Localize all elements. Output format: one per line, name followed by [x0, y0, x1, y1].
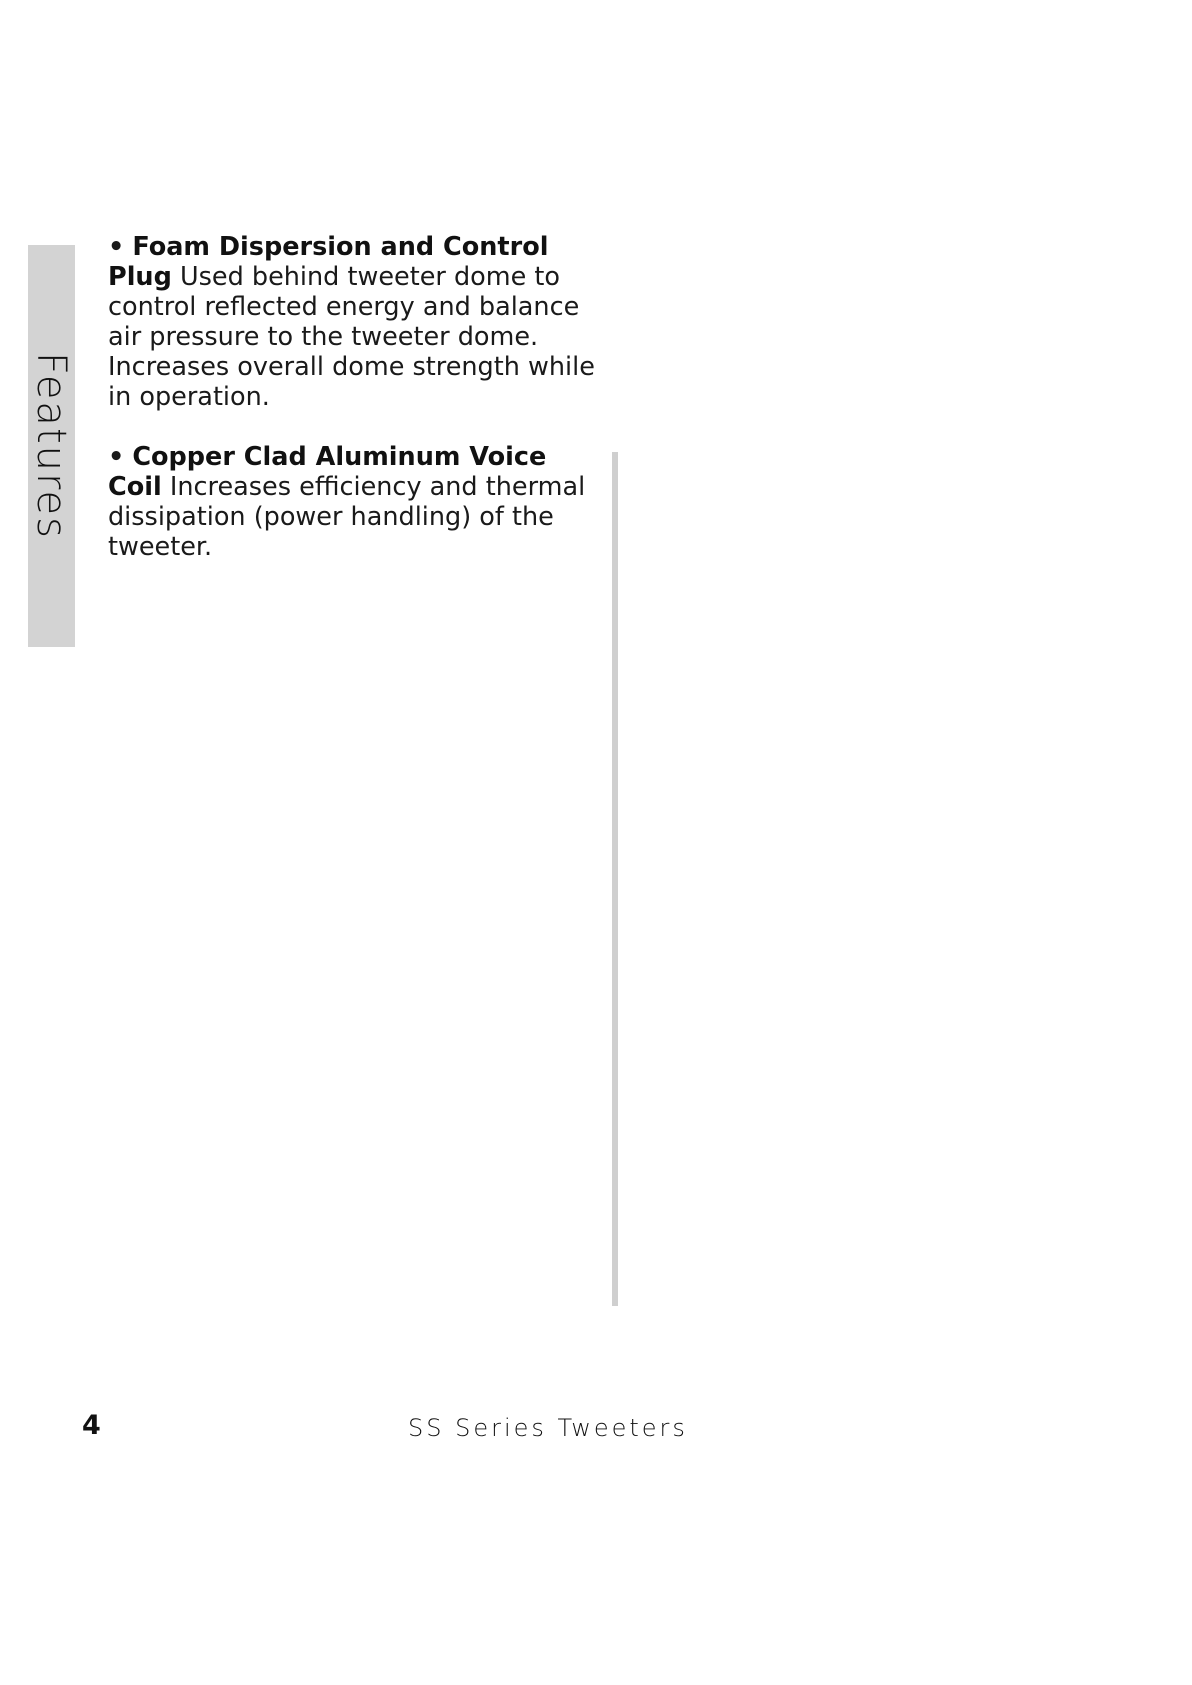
section-tab-label: Features	[28, 352, 74, 540]
feature-term: Foam Dispersion and Control Plug	[108, 232, 549, 292]
features-list	[108, 232, 608, 592]
feature-description: Used behind tweeter dome to control reflected energy and balance air pressure to the tweeter dome. Increases overall dome strength while in operation.	[108, 262, 595, 412]
page-number: 4	[82, 1410, 101, 1441]
feature-item-foam-plug	[108, 232, 608, 412]
feature-term: Copper Clad Aluminum Voice Coil	[108, 442, 547, 502]
footer-title: SS Series Tweeters	[408, 1414, 688, 1442]
bullet-icon: •	[108, 232, 125, 262]
feature-item-voice-coil	[108, 442, 608, 562]
feature-description: Increases efficiency and thermal dissipation (power handling) of the tweeter.	[108, 472, 586, 562]
bullet-icon: •	[108, 442, 125, 472]
column-divider	[612, 452, 618, 1306]
